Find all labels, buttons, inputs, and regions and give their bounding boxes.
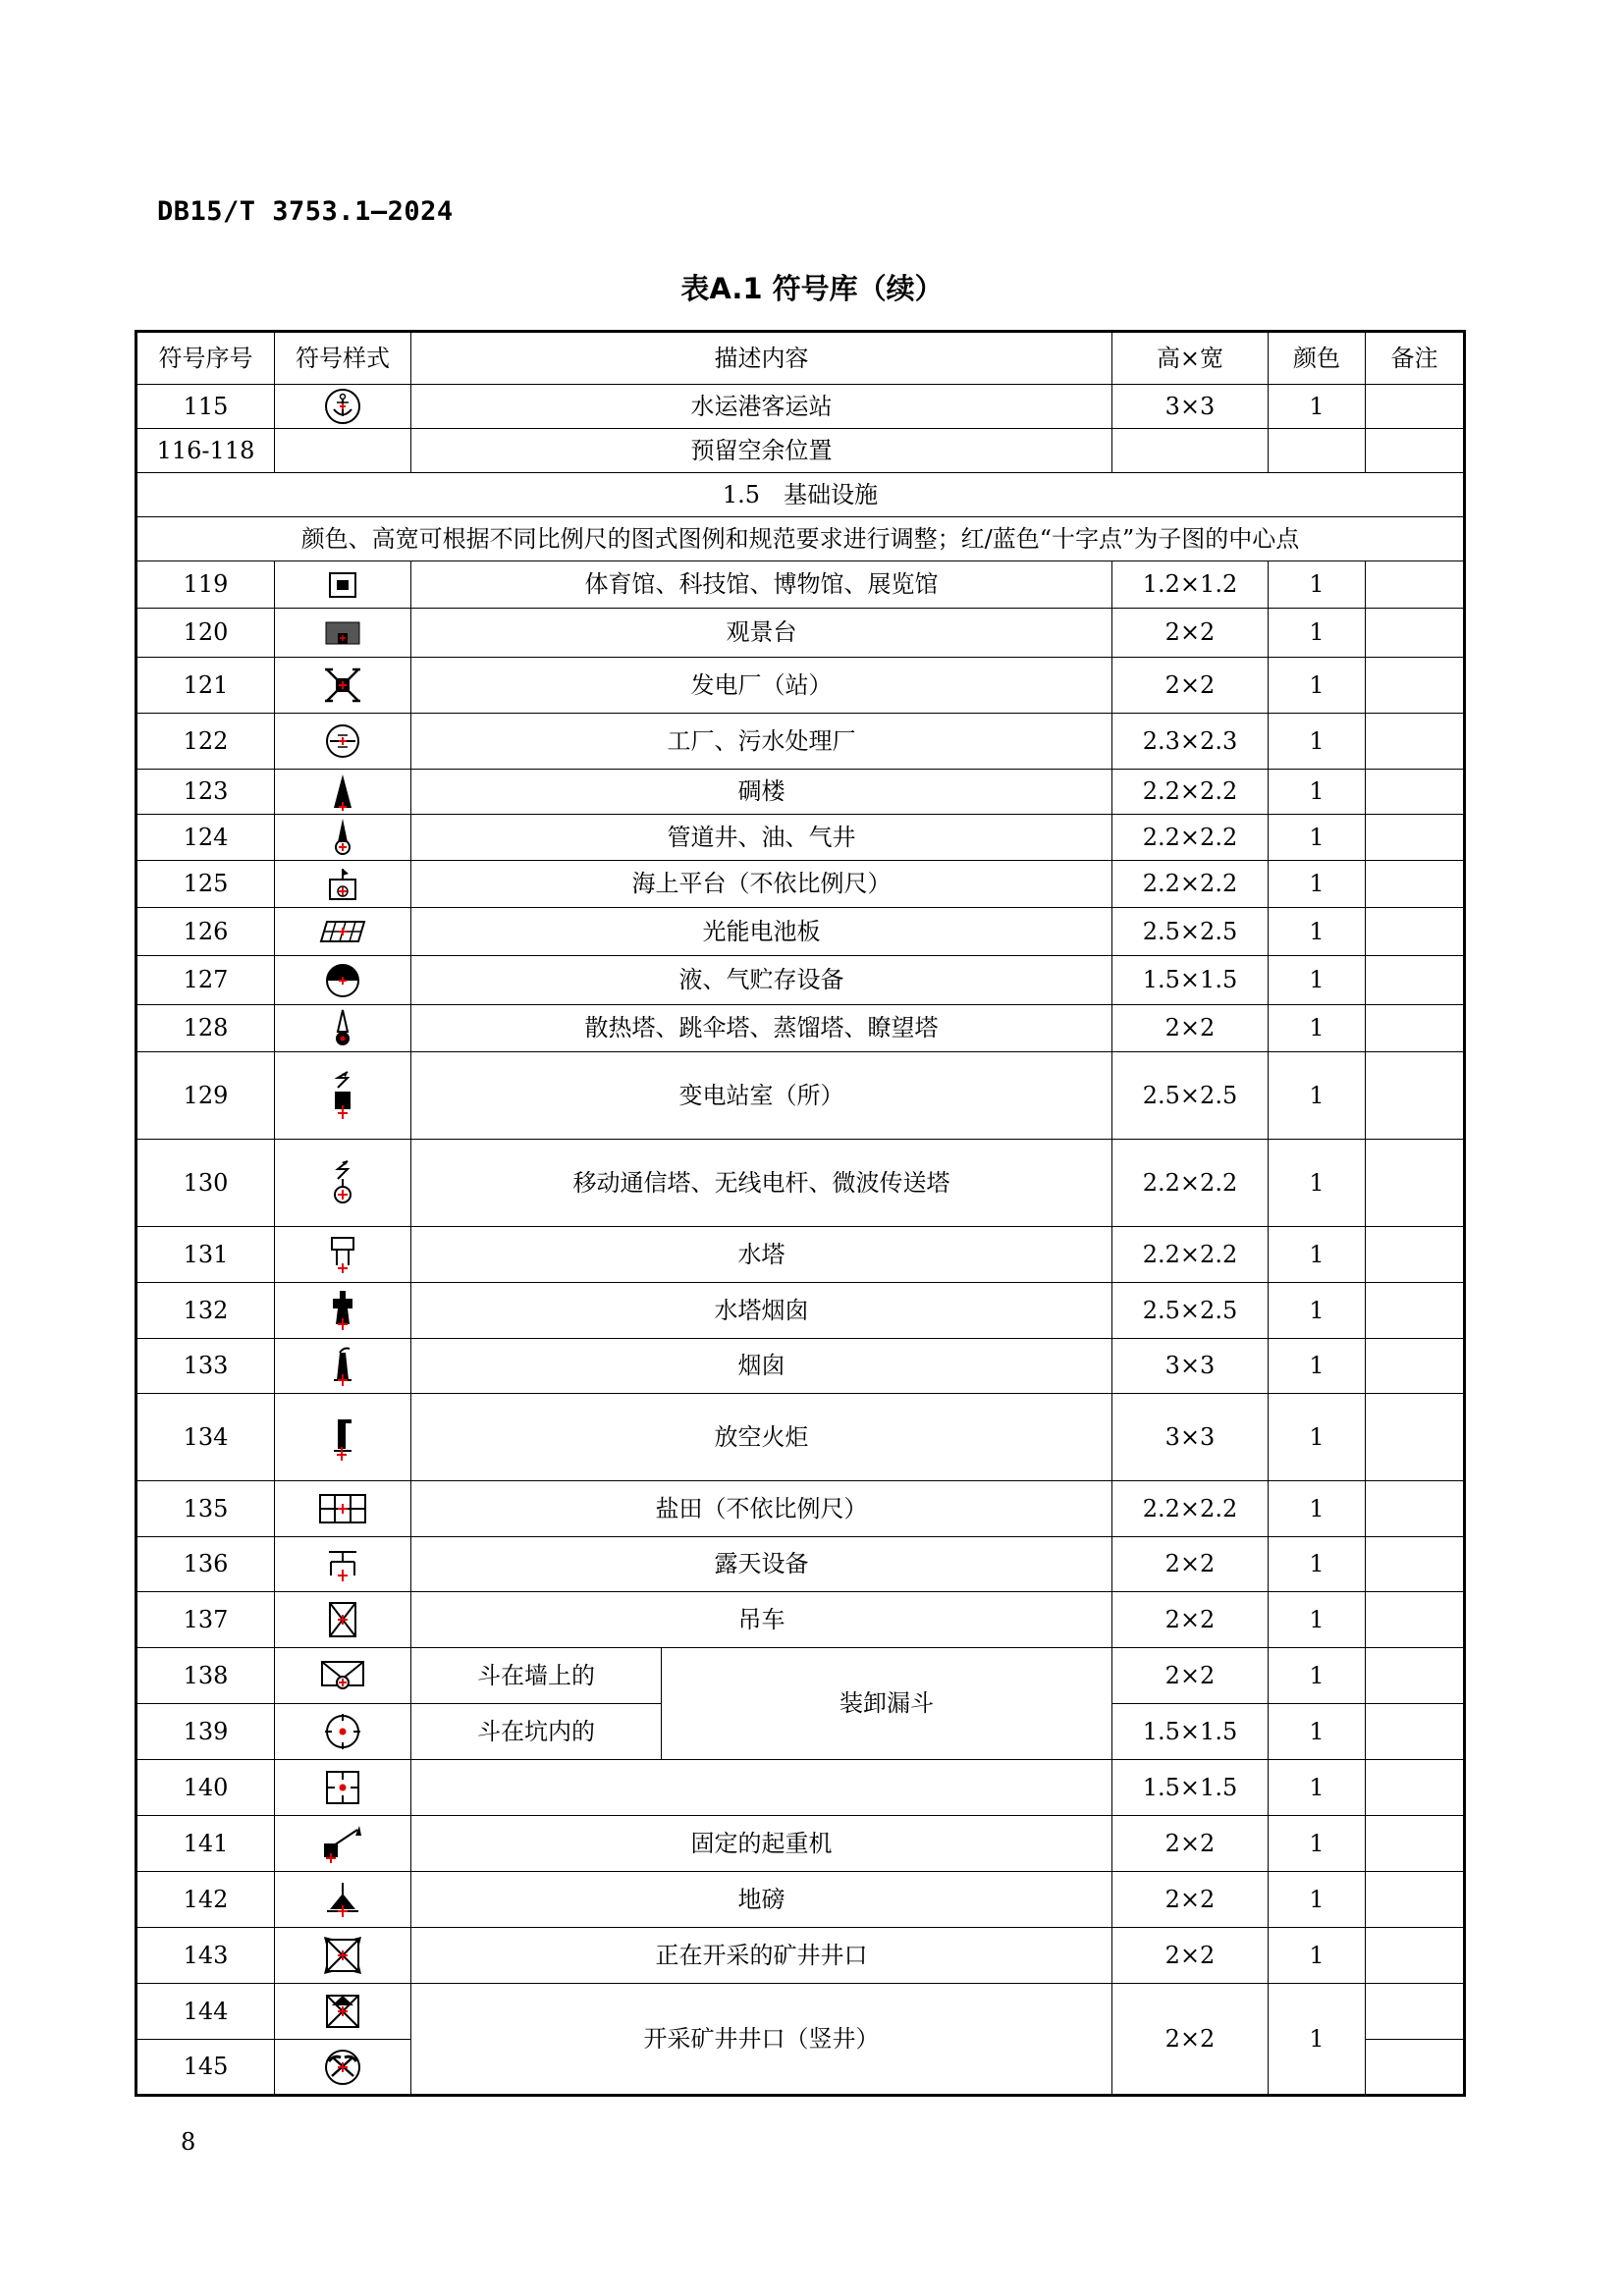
mine-color: 1 [1269, 1984, 1366, 2096]
row-desc: 水塔烟囱 [411, 1283, 1112, 1339]
table-row [136, 1140, 1465, 1227]
row-note [1366, 1537, 1465, 1592]
row-size: 2.2×2.2 [1112, 815, 1269, 861]
row-no: 142 [136, 1872, 275, 1928]
row-size: 3×3 [1112, 1339, 1269, 1394]
table-row [136, 1928, 1465, 1984]
row-symbol [275, 908, 411, 956]
row-desc [411, 1760, 1112, 1816]
row-no: 126 [136, 908, 275, 956]
mine-size: 2×2 [1112, 1984, 1269, 2096]
salt-field-icon [318, 1492, 367, 1525]
table-row [136, 1339, 1465, 1394]
row-desc: 正在开采的矿井井口 [411, 1928, 1112, 1984]
table-row [136, 1984, 1465, 2040]
row-no: 138 [136, 1648, 275, 1704]
water-tower-icon [328, 1234, 357, 1275]
row-desc: 海上平台（不依比例尺） [411, 861, 1112, 908]
row-size: 1.5×1.5 [1112, 956, 1269, 1005]
row-color: 1 [1269, 714, 1366, 770]
row-desc: 管道井、油、气井 [411, 815, 1112, 861]
row-color: 1 [1269, 770, 1366, 815]
row-desc: 吊车 [411, 1592, 1112, 1648]
row-symbol [275, 714, 411, 770]
row-no: 125 [136, 861, 275, 908]
row-note [1366, 1928, 1465, 1984]
row-desc: 体育馆、科技馆、博物馆、展览馆 [411, 561, 1112, 609]
factory-icon [324, 722, 361, 760]
table-title: 表A.1 符号库（续） [680, 272, 944, 305]
open-equipment-icon [325, 1546, 360, 1583]
row-desc: 变电站室（所） [411, 1052, 1112, 1140]
section-title: 1.5 基础设施 [136, 473, 1465, 517]
row-no: 132 [136, 1283, 275, 1339]
row-symbol [275, 1394, 411, 1481]
row-symbol [275, 429, 411, 473]
section-note: 颜色、高宽可根据不同比例尺的图式图例和规范要求进行调整；红/蓝色“十字点”为子图的中心点 [136, 517, 1465, 561]
table-row [136, 1537, 1465, 1592]
row-note [1366, 1984, 1465, 2040]
crane-icon [326, 1600, 359, 1639]
row-note [1366, 1005, 1465, 1052]
table-row [136, 861, 1465, 908]
row-symbol [275, 861, 411, 908]
row-note [1366, 1481, 1465, 1537]
row-no: 143 [136, 1928, 275, 1984]
section-note-row [136, 517, 1465, 561]
row-color: 1 [1269, 1704, 1366, 1760]
row-color: 1 [1269, 1537, 1366, 1592]
hopper-wall-icon [320, 1659, 365, 1692]
table-row [136, 1227, 1465, 1283]
row-size: 2.2×2.2 [1112, 770, 1269, 815]
row-desc: 固定的起重机 [411, 1816, 1112, 1872]
row-color [1269, 429, 1366, 473]
row-size: 1.5×1.5 [1112, 1704, 1269, 1760]
row-symbol [275, 815, 411, 861]
row-desc: 烟囱 [411, 1339, 1112, 1394]
row-size: 3×3 [1112, 385, 1269, 429]
row-desc: 露天设备 [411, 1537, 1112, 1592]
symbol-library-table [135, 330, 1466, 2097]
row-color: 1 [1269, 1481, 1366, 1537]
table-row [136, 1005, 1465, 1052]
row-color: 1 [1269, 1052, 1366, 1140]
row-note [1366, 1052, 1465, 1140]
row-no: 145 [136, 2040, 275, 2096]
row-no: 129 [136, 1052, 275, 1140]
row-note [1366, 1394, 1465, 1481]
row-no: 134 [136, 1394, 275, 1481]
row-note [1366, 1227, 1465, 1283]
row-size: 2.5×2.5 [1112, 1283, 1269, 1339]
active-mine-shaft-icon [323, 1936, 362, 1975]
row-no: 144 [136, 1984, 275, 2040]
header-color: 颜色 [1269, 332, 1366, 385]
row-no: 135 [136, 1481, 275, 1537]
row-desc: 工厂、污水处理厂 [411, 714, 1112, 770]
row-desc: 预留空余位置 [411, 429, 1112, 473]
row-size: 2×2 [1112, 1648, 1269, 1704]
row-desc: 散热塔、跳伞塔、蒸馏塔、瞭望塔 [411, 1005, 1112, 1052]
row-color: 1 [1269, 1394, 1366, 1481]
flare-stack-icon [328, 1412, 357, 1463]
table-row [136, 908, 1465, 956]
row-note [1366, 908, 1465, 956]
header-no: 符号序号 [136, 332, 275, 385]
row-desc: 盐田（不依比例尺） [411, 1481, 1112, 1537]
row-no: 124 [136, 815, 275, 861]
row-color: 1 [1269, 609, 1366, 658]
row-size: 2×2 [1112, 1537, 1269, 1592]
row-symbol [275, 1339, 411, 1394]
anchor-circle-icon [323, 387, 362, 426]
row-no: 120 [136, 609, 275, 658]
row-note [1366, 714, 1465, 770]
row-color: 1 [1269, 1648, 1366, 1704]
hopper-desc: 装卸漏斗 [662, 1648, 1112, 1760]
solar-panel-icon [319, 919, 366, 944]
row-size: 2.2×2.2 [1112, 1227, 1269, 1283]
row-no: 121 [136, 658, 275, 714]
row-color: 1 [1269, 1872, 1366, 1928]
row-no: 115 [136, 385, 275, 429]
row-desc: 移动通信塔、无线电杆、微波传送塔 [411, 1140, 1112, 1227]
table-row [136, 385, 1465, 429]
storage-tank-icon [324, 962, 361, 999]
gymnasium-icon [326, 570, 359, 600]
power-plant-icon [323, 666, 362, 705]
row-symbol [275, 1592, 411, 1648]
row-size: 1.5×1.5 [1112, 1760, 1269, 1816]
hopper-pit-icon [323, 1712, 362, 1751]
row-size [1112, 429, 1269, 473]
header-note: 备注 [1366, 332, 1465, 385]
row-desc: 放空火炬 [411, 1394, 1112, 1481]
table-header-row [136, 332, 1465, 385]
row-no: 127 [136, 956, 275, 1005]
table-row [136, 714, 1465, 770]
document-code: DB15/T 3753.1—2024 [157, 196, 454, 227]
row-color: 1 [1269, 956, 1366, 1005]
table-row [136, 1760, 1465, 1816]
row-symbol [275, 2040, 411, 2096]
observation-deck-icon [324, 619, 361, 647]
row-size: 2×2 [1112, 1872, 1269, 1928]
mine-desc: 开采矿井井口（竖井） [411, 1984, 1112, 2096]
row-size: 1.2×1.2 [1112, 561, 1269, 609]
table-row [136, 1592, 1465, 1648]
row-size: 2×2 [1112, 658, 1269, 714]
row-note [1366, 1816, 1465, 1872]
row-desc: 水塔 [411, 1227, 1112, 1283]
fixed-crane-icon [320, 1824, 365, 1863]
row-no: 131 [136, 1227, 275, 1283]
row-color: 1 [1269, 658, 1366, 714]
row-size: 3×3 [1112, 1394, 1269, 1481]
telecom-tower-icon [329, 1157, 356, 1208]
chimney-icon [328, 1345, 357, 1388]
header-style: 符号样式 [275, 332, 411, 385]
row-size: 2.2×2.2 [1112, 1140, 1269, 1227]
header-size: 高×宽 [1112, 332, 1269, 385]
row-desc: 光能电池板 [411, 908, 1112, 956]
row-size: 2.5×2.5 [1112, 908, 1269, 956]
table-row [136, 1481, 1465, 1537]
row-symbol [275, 1227, 411, 1283]
row-symbol [275, 1648, 411, 1704]
row-size: 2×2 [1112, 609, 1269, 658]
table-row [136, 770, 1465, 815]
row-symbol [275, 1140, 411, 1227]
row-desc: 液、气贮存设备 [411, 956, 1112, 1005]
row-symbol [275, 1537, 411, 1592]
row-color: 1 [1269, 1339, 1366, 1394]
row-note [1366, 956, 1465, 1005]
row-no: 128 [136, 1005, 275, 1052]
row-no: 122 [136, 714, 275, 770]
row-color: 1 [1269, 1283, 1366, 1339]
offshore-platform-icon [325, 866, 360, 903]
table-row [136, 658, 1465, 714]
row-symbol [275, 1872, 411, 1928]
row-no: 136 [136, 1537, 275, 1592]
row-note [1366, 658, 1465, 714]
row-symbol [275, 770, 411, 815]
row-symbol [275, 956, 411, 1005]
row-symbol [275, 1984, 411, 2040]
row-color: 1 [1269, 1227, 1366, 1283]
row-symbol [275, 1704, 411, 1760]
row-note [1366, 1339, 1465, 1394]
row-desc: 观景台 [411, 609, 1112, 658]
row-color: 1 [1269, 1760, 1366, 1816]
row-desc: 发电厂（站） [411, 658, 1112, 714]
row-symbol [275, 609, 411, 658]
table-row [136, 609, 1465, 658]
row-symbol [275, 1052, 411, 1140]
row-note [1366, 1872, 1465, 1928]
page-number: 8 [181, 2128, 196, 2156]
row-size: 2.2×2.2 [1112, 1481, 1269, 1537]
row-desc: 碉楼 [411, 770, 1112, 815]
row-note [1366, 770, 1465, 815]
row-color: 1 [1269, 1816, 1366, 1872]
row-no: 139 [136, 1704, 275, 1760]
row-symbol [275, 1928, 411, 1984]
table-row [136, 1283, 1465, 1339]
row-note [1366, 1140, 1465, 1227]
table-row [136, 815, 1465, 861]
row-color: 1 [1269, 1592, 1366, 1648]
row-size: 2×2 [1112, 1005, 1269, 1052]
row-symbol [275, 1481, 411, 1537]
row-symbol [275, 1816, 411, 1872]
row-no: 119 [136, 561, 275, 609]
row-note [1366, 861, 1465, 908]
row-size: 2×2 [1112, 1592, 1269, 1648]
well-icon [331, 817, 354, 858]
row-note [1366, 2040, 1465, 2096]
row-color: 1 [1269, 1140, 1366, 1227]
row-note [1366, 815, 1465, 861]
row-color: 1 [1269, 1928, 1366, 1984]
row-color: 1 [1269, 385, 1366, 429]
row-no: 130 [136, 1140, 275, 1227]
table-row [136, 956, 1465, 1005]
row-symbol [275, 1760, 411, 1816]
row-symbol [275, 658, 411, 714]
row-sub-desc: 斗在坑内的 [411, 1704, 662, 1760]
substation-icon [328, 1070, 357, 1121]
water-tower-chimney-icon [328, 1289, 357, 1332]
table-row [136, 1648, 1465, 1704]
row-size: 2×2 [1112, 1816, 1269, 1872]
row-symbol [275, 1283, 411, 1339]
row-note [1366, 561, 1465, 609]
row-no: 137 [136, 1592, 275, 1648]
row-size: 2.3×2.3 [1112, 714, 1269, 770]
row-no: 123 [136, 770, 275, 815]
row-note [1366, 609, 1465, 658]
row-desc: 地磅 [411, 1872, 1112, 1928]
row-note [1366, 1648, 1465, 1704]
row-no: 141 [136, 1816, 275, 1872]
row-size: 2.5×2.5 [1112, 1052, 1269, 1140]
row-note [1366, 1283, 1465, 1339]
row-no: 140 [136, 1760, 275, 1816]
row-note [1366, 1704, 1465, 1760]
row-note [1366, 1760, 1465, 1816]
row-color: 1 [1269, 908, 1366, 956]
row-size: 2×2 [1112, 1928, 1269, 1984]
mine-shaft-square-icon [323, 1992, 362, 2031]
row-no: 133 [136, 1339, 275, 1394]
row-color: 1 [1269, 815, 1366, 861]
row-color: 1 [1269, 561, 1366, 609]
table-row [136, 1872, 1465, 1928]
blockhouse-icon [330, 773, 355, 812]
row-symbol [275, 1005, 411, 1052]
row-note [1366, 385, 1465, 429]
row-sub-desc: 斗在墙上的 [411, 1648, 662, 1704]
table-row [136, 561, 1465, 609]
table-row [136, 1052, 1465, 1140]
row-desc: 水运港客运站 [411, 385, 1112, 429]
weighbridge-icon [324, 1880, 361, 1919]
row-symbol [275, 385, 411, 429]
row-note [1366, 1592, 1465, 1648]
table-row [136, 429, 1465, 473]
header-desc: 描述内容 [411, 332, 1112, 385]
mine-shaft-circle-icon [323, 2048, 362, 2087]
row-note [1366, 429, 1465, 473]
table-row [136, 1816, 1465, 1872]
row-color: 1 [1269, 861, 1366, 908]
section-title-row [136, 473, 1465, 517]
target-square-icon [324, 1769, 361, 1806]
table-row [136, 1394, 1465, 1481]
row-size: 2.2×2.2 [1112, 861, 1269, 908]
tower-icon [331, 1008, 354, 1049]
row-symbol [275, 561, 411, 609]
row-no: 116-118 [136, 429, 275, 473]
row-color: 1 [1269, 1005, 1366, 1052]
